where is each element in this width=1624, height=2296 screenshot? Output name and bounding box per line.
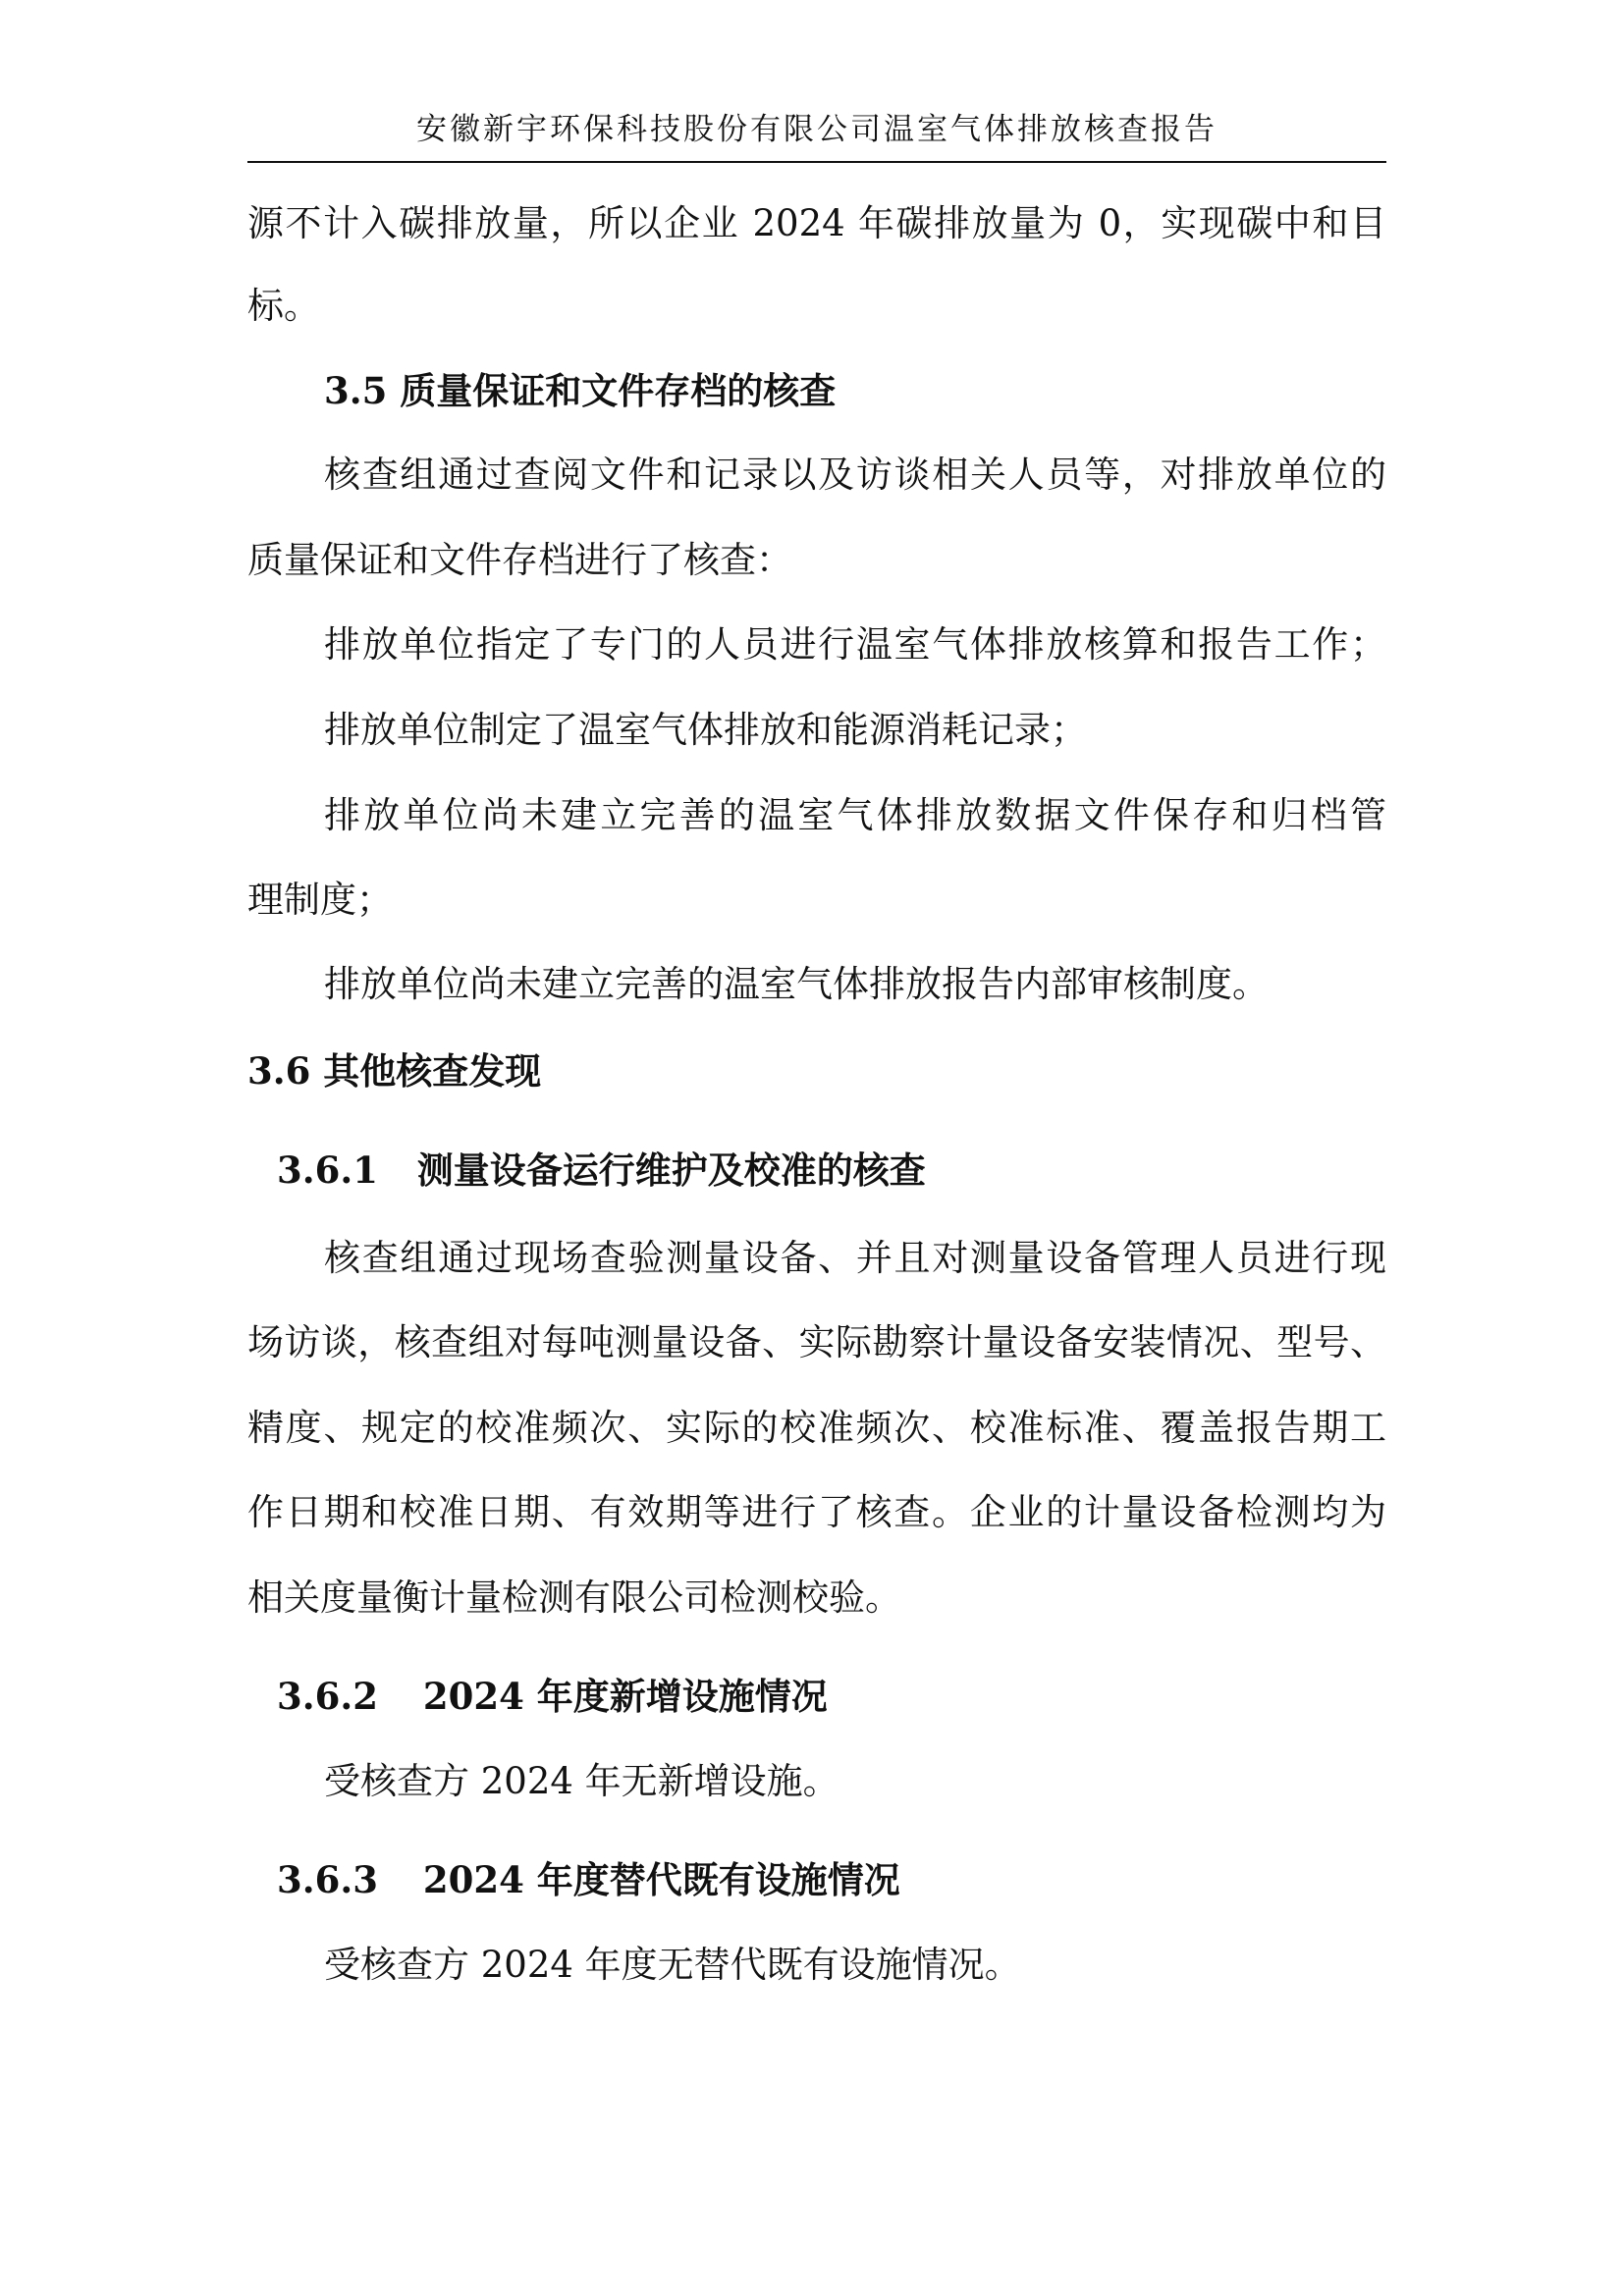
- section-3-6-2-title: 2024 年度新增设施情况: [422, 1675, 828, 1718]
- s35-item-3-line-2: 理制度；: [247, 879, 393, 921]
- s35-paragraph-line-2: 质量保证和文件存档进行了核查：: [247, 539, 792, 581]
- section-3-5-heading: 3.5 质量保证和文件存档的核查: [324, 369, 837, 412]
- s35-item-4: 排放单位尚未建立完善的温室气体排放报告内部审核制度。: [324, 963, 1269, 1005]
- s361-line-5: 相关度量衡计量检测有限公司检测校验。: [247, 1576, 901, 1619]
- intro-line-1: 源不计入碳排放量，所以企业 2024 年碳排放量为 0，实现碳中和目: [247, 202, 1386, 244]
- section-3-6-3-number: 3.6.3: [277, 1858, 378, 1901]
- s362-text: 受核查方 2024 年无新增设施。: [324, 1760, 839, 1802]
- s361-line-1: 核查组通过现场查验测量设备、并且对测量设备管理人员进行现: [324, 1237, 1386, 1279]
- section-3-6-1-number: 3.6.1: [277, 1148, 378, 1192]
- s361-line-3: 精度、规定的校准频次、实际的校准频次、校准标准、覆盖报告期工: [247, 1407, 1386, 1449]
- section-3-6-heading: 3.6 其他核查发现: [247, 1049, 542, 1093]
- s35-item-3-line-1: 排放单位尚未建立完善的温室气体排放数据文件保存和归档管: [324, 794, 1386, 836]
- s35-item-1: 排放单位指定了专门的人员进行温室气体排放核算和报告工作；: [324, 623, 1386, 666]
- section-3-6-1-title: 测量设备运行维护及校准的核查: [416, 1148, 926, 1192]
- section-3-6-3-title: 2024 年度替代既有设施情况: [422, 1858, 900, 1901]
- s361-line-4: 作日期和校准日期、有效期等进行了核查。企业的计量设备检测均为: [247, 1491, 1386, 1533]
- s361-line-2: 场访谈，核查组对每吨测量设备、实际勘察计量设备安装情况、型号、: [247, 1321, 1386, 1363]
- section-3-6-2-heading: [277, 1672, 1416, 1721]
- s35-paragraph-line-1: 核查组通过查阅文件和记录以及访谈相关人员等，对排放单位的: [324, 454, 1386, 496]
- s35-item-2: 排放单位制定了温室气体排放和能源消耗记录；: [324, 709, 1087, 751]
- section-3-6-3-heading: [277, 1855, 1416, 1904]
- page-header-title: 安徽新宇环保科技股份有限公司温室气体排放核查报告: [416, 112, 1218, 147]
- section-3-6-1-heading: [277, 1146, 1416, 1195]
- intro-line-2: 标。: [247, 285, 320, 327]
- s363-text: 受核查方 2024 年度无替代既有设施情况。: [324, 1944, 1021, 1986]
- section-3-6-2-number: 3.6.2: [277, 1675, 378, 1718]
- header-divider: [247, 161, 1386, 163]
